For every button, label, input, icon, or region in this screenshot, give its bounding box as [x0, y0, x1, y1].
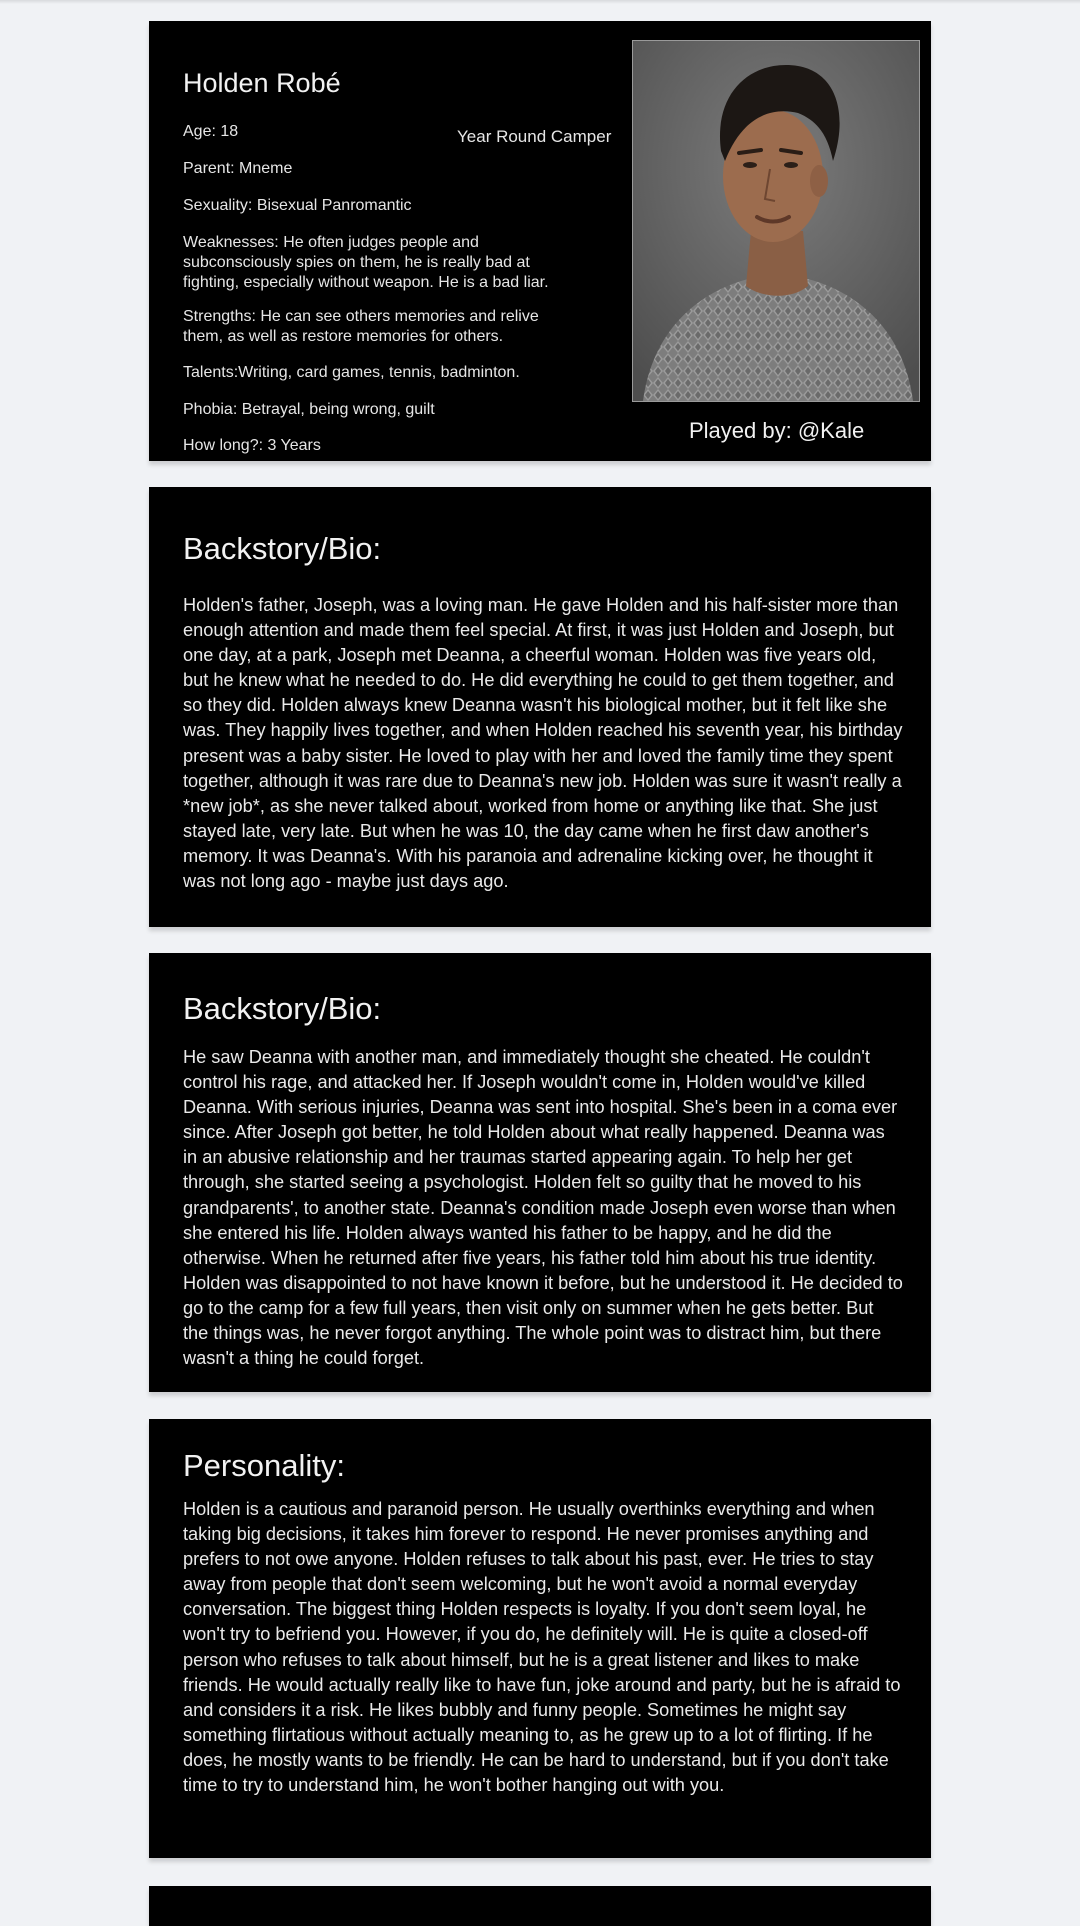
character-name: Holden Robé: [183, 68, 341, 98]
personality-title: Personality:: [183, 1448, 345, 1483]
personality-text: Holden is a cautious and paranoid person. He usually overthinks everything and when taking big decisions, it takes him forever to respond. He never promises anything and prefers to not owe anyone. Holden refuses to talk about his past, ever. He tries to stay away from people that don't seem welcoming, but he won't avoid a normal everyday conversation. The biggest thing Holden respects is loyalty. If you don't seem loyal, he won't try to befriend you. However, if you do, he definitely will. He is quite a closed-off person who refuses to talk about himself, but he is a great listener and likes to make friends. He would actually really like to have fun, joke around and party, but he is afraid to and considers it a risk. He likes bubbly and funny people. Sometimes he might say something flirtatious without actually meaning to, as he grew up to a lot of flirting. If he does, he mostly wants to be friendly. He can be hard to understand, but if you don't take time to try to understand him, he won't bother hanging out with you.: [183, 1499, 901, 1796]
how-long-field: How long?: 3 Years: [183, 437, 321, 454]
strengths-field: Strengths: He can see others memories and relive them, as well as restore memories for others.: [183, 308, 539, 345]
backstory-text-2: He saw Deanna with another man, and immediately thought she cheated. He couldn't control his rage, and attacked her. If Joseph wouldn't come in, Holden would've killed Deanna. With serious injuries, Deanna was sent into hospital. She's been in a coma ever since. After Joseph got better, he told Holden about what really happened. Deanna was in an abusive relationship and her traumas started appearing again. To help her get through, she started seeing a psychologist. Holden felt so guilty that he moved to his grandparents', to another state. Deanna's condition made Joseph even worse than when she entered his life. Holden always wanted his father to be happy, and he did the otherwise. When he returned after five years, his father told him about his true identity. Holden was disappointed to not have known it before, but he understood it. He decided to go to the camp for a few full years, then visit only on summer when he gets better. But the things was, he never forgot anything. The whole point was to distract him, but there wasn't a thing he could forget.: [183, 1047, 903, 1369]
backstory-text-1: Holden's father, Joseph, was a loving man. He gave Holden and his half-sister more than enough attention and made them feel special. At first, it was just Holden and Joseph, but one day, at a park, Joseph met Deanna, a cheerful woman. Holden was five years old, but he knew what he needed to do. He did everything he could to get them together, and so they did. Holden always knew Deanna wasn't his biological mother, but it felt like she was. They happily lives together, and when Holden reached his seventh year, his birthday present was a baby sister. He loved to play with her and loved the family time they spent together, although it was rare due to Deanna's new job. Holden was sure it wasn't really a *new job*, as she never talked about, worked from home or anything like that. She just stayed late, very late. But when he was 10, the day came when he first daw another's memory. It was Deanna's. With his paranoia and adrenaline kicking over, he thought it was not long ago - maybe just days ago.: [183, 595, 903, 892]
phobia-field: Phobia: Betrayal, being wrong, guilt: [183, 401, 435, 418]
age-field: Age: 18: [183, 123, 239, 140]
sexuality-field: Sexuality: Bisexual Panromantic: [183, 197, 412, 214]
weaknesses-field: Weaknesses: He often judges people and subconsciously spies on them, he is really bad at fighting, especially without weapon. He is a bad liar.: [183, 234, 549, 291]
profile-card: [149, 21, 931, 461]
backstory-card-2: [149, 953, 931, 1392]
backstory-title-2: Backstory/Bio:: [183, 991, 382, 1026]
character-photo: [632, 40, 920, 402]
page-top-shadow: [0, 0, 1080, 4]
backstory-title-1: Backstory/Bio:: [183, 531, 382, 566]
parent-field: Parent: Mneme: [183, 160, 293, 177]
personality-card: [149, 1419, 931, 1858]
played-by-label: Played by: @Kale: [689, 418, 865, 443]
camper-status: Year Round Camper: [457, 127, 612, 146]
portrait-image: [633, 41, 919, 401]
next-card: [149, 1886, 931, 1926]
talents-field: Talents:Writing, card games, tennis, badminton.: [183, 364, 520, 381]
backstory-card-1: [149, 487, 931, 927]
